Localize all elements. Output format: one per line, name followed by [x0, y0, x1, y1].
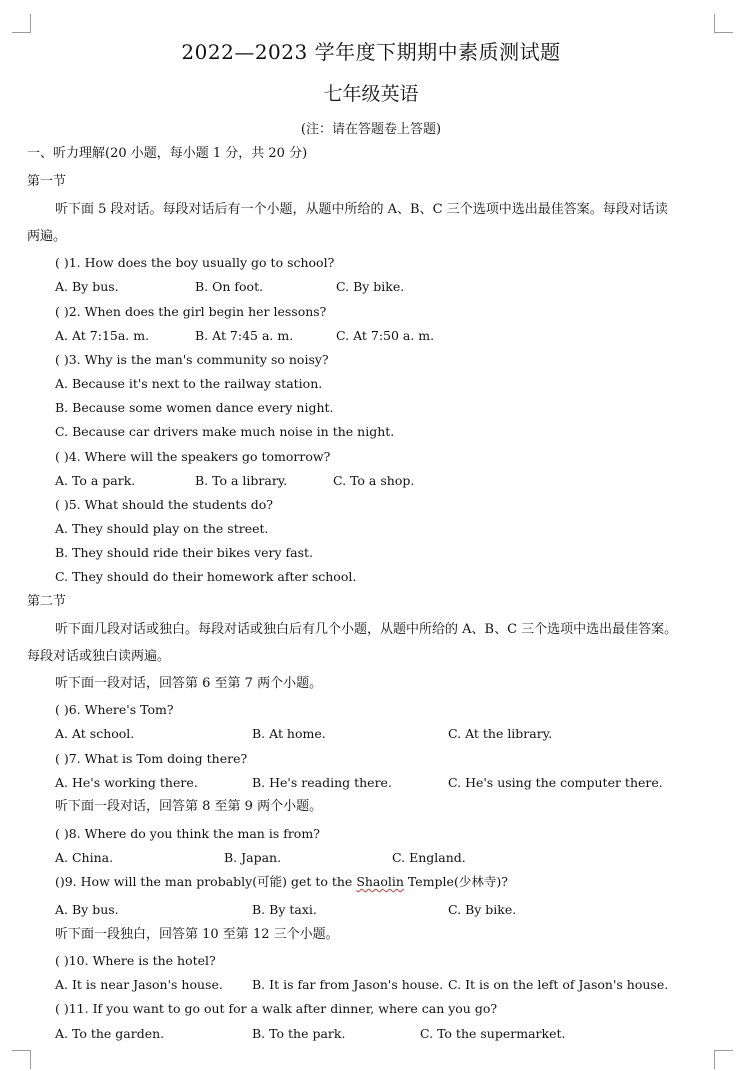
option-b: B. It is far from Jason's house.	[252, 977, 444, 992]
corner-mark-bottom-right	[714, 1050, 733, 1069]
question-10: ( )10. Where is the hotel?	[55, 953, 216, 968]
question-text: Temple(少林寺)?	[403, 874, 508, 889]
option-b: B. He's reading there.	[252, 775, 392, 790]
option-a: A. To a park.	[55, 473, 136, 488]
question-11: ( )11. If you want to go out for a walk after dinner, where can you go?	[55, 1001, 498, 1016]
question-6: ( )6. Where's Tom?	[55, 702, 174, 717]
question-9	[55, 874, 508, 890]
option-c: C. To the supermarket.	[420, 1026, 566, 1041]
part1-instruction: 听下面 5 段对话。每段对话后有一个小题，从题中所给的 A、B、C 三个选项中选出最佳答案。每段对话读	[55, 202, 668, 217]
exam-title: 2022—2023 学年度下期期中素质测试题	[181, 40, 561, 64]
group-instruction: 听下面一段对话，回答第 8 至第 9 两个小题。	[55, 799, 323, 814]
option-a: A. At 7:15a. m.	[55, 328, 150, 343]
option-a: A. At school.	[55, 726, 135, 741]
option-c: C. By bike.	[336, 279, 405, 294]
corner-mark-bottom-left	[12, 1050, 31, 1069]
corner-mark-top-left	[12, 14, 31, 33]
option-a: A. China.	[55, 850, 114, 865]
option-c: C. He's using the computer there.	[448, 775, 663, 790]
option-a: A. Because it's next to the railway station.	[55, 376, 323, 391]
option-a: A. They should play on the street.	[55, 521, 269, 536]
option-a: A. He's working there.	[55, 775, 198, 790]
option-c: C. At 7:50 a. m.	[336, 328, 435, 343]
option-a: A. To the garden.	[55, 1026, 165, 1041]
part2-instruction: 听下面几段对话或独白。每段对话或独白后有几个小题，从题中所给的 A、B、C 三个选项中选出最佳答案。	[55, 622, 678, 637]
option-a: A. By bus.	[55, 902, 119, 917]
spellcheck-underlined-word: Shaolin	[356, 874, 404, 889]
option-a: A. By bus.	[55, 279, 119, 294]
corner-mark-top-right	[714, 14, 733, 33]
question-3: ( )3. Why is the man's community so noisy?	[55, 352, 329, 367]
part2-label: 第二节	[27, 594, 67, 609]
part1-label: 第一节	[27, 174, 67, 189]
question-4: ( )4. Where will the speakers go tomorrow?	[55, 449, 331, 464]
option-c: C. At the library.	[448, 726, 553, 741]
option-c: C. By bike.	[448, 902, 517, 917]
option-b: B. At home.	[252, 726, 326, 741]
option-c: C. To a shop.	[333, 473, 415, 488]
option-b: B. Because some women dance every night.	[55, 400, 334, 415]
question-text: ()9. How will the man probably(可能) get to the	[55, 874, 357, 889]
question-2: ( )2. When does the girl begin her lessons?	[55, 304, 327, 319]
question-5: ( )5. What should the students do?	[55, 497, 274, 512]
option-a: A. It is near Jason's house.	[55, 977, 223, 992]
option-b: B. To a library.	[195, 473, 288, 488]
group-instruction: 听下面一段独白，回答第 10 至第 12 三个小题。	[55, 927, 339, 942]
option-c: C. They should do their homework after school.	[55, 569, 357, 584]
option-b: B. On foot.	[195, 279, 264, 294]
part1-instruction-cont: 两遍。	[27, 229, 67, 244]
question-1: ( )1. How does the boy usually go to school?	[55, 255, 335, 270]
option-b: B. They should ride their bikes very fast.	[55, 545, 314, 560]
group-instruction: 听下面一段对话，回答第 6 至第 7 两个小题。	[55, 676, 323, 691]
question-7: ( )7. What is Tom doing there?	[55, 751, 248, 766]
option-c: C. England.	[392, 850, 466, 865]
option-b: B. At 7:45 a. m.	[195, 328, 294, 343]
question-8: ( )8. Where do you think the man is from?	[55, 826, 320, 841]
option-b: B. Japan.	[224, 850, 282, 865]
section-heading: 一、听力理解(20 小题，每小题 1 分，共 20 分)	[27, 146, 308, 161]
exam-subtitle: 七年级英语	[323, 83, 419, 105]
part2-instruction-cont: 每段对话或独白读两遍。	[27, 649, 171, 664]
option-b: B. To the park.	[252, 1026, 346, 1041]
option-c: C. Because car drivers make much noise in the night.	[55, 424, 395, 439]
option-b: B. By taxi.	[252, 902, 317, 917]
exam-note: (注：请在答题卷上答题)	[300, 122, 442, 137]
option-c: C. It is on the left of Jason's house.	[448, 977, 669, 992]
